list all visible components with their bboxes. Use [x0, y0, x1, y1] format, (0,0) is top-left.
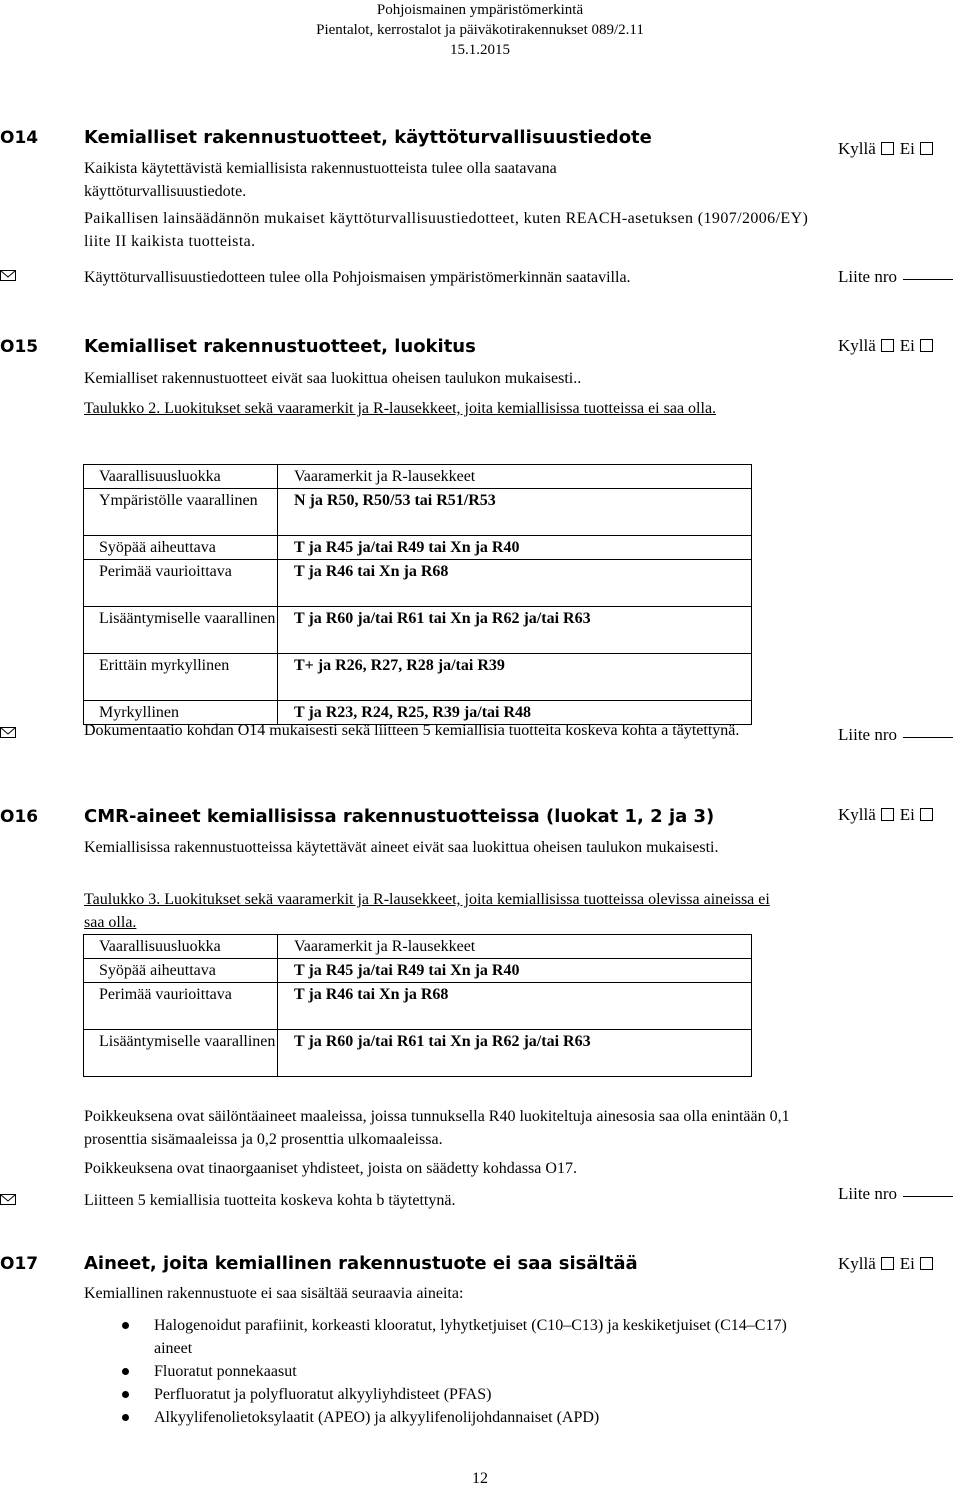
header-title: Pohjoismainen ympäristömerkintä [376, 2, 584, 18]
yes-label: Kyllä [838, 1254, 876, 1273]
envelope-icon [0, 1192, 16, 1206]
yes-checkbox[interactable] [881, 339, 894, 352]
o14-paragraph-1: Kaikista käytettävistä kemiallisista rakennustuotteista tulee olla saatavana käyttöturvallisuustiedote. [84, 160, 557, 200]
o16-documentation: Liitteen 5 kemiallisia tuotteita koskeva kohta b täytettynä. [84, 1192, 456, 1209]
attachment-blank[interactable] [903, 279, 953, 280]
o14-code: O14 [0, 128, 39, 148]
o15-documentation: Dokumentaatio kohdan O14 mukaisesti sekä liitteen 5 kemiallisia tuotteita koskeva kohta a täytettynä. [84, 722, 740, 739]
table-cell-labels: T ja R23, R24, R25, R39 ja/tai R48 [278, 701, 752, 725]
yes-label: Kyllä [838, 805, 876, 824]
attachment-label: Liite nro [838, 725, 898, 744]
list-item: Perfluoratut ja polyfluoratut alkyyliyhdisteet (PFAS) [84, 1383, 814, 1406]
header-subtitle: Pientalot, kerrostalot ja päiväkotirakennukset 089/2.11 [316, 22, 644, 38]
yes-checkbox[interactable] [881, 1257, 894, 1270]
table-cell-labels: T ja R60 ja/tai R61 tai Xn ja R62 ja/tai R63 [278, 607, 752, 654]
o16-paragraph-2: Poikkeuksena ovat säilöntäaineet maaleissa, joissa tunnuksella R40 luokiteltuja ainesosia saa olla enintään 0,1 prosenttia sisämaaleissa ja 0,2 prosenttia ulkomaaleissa. [84, 1108, 790, 1148]
o15-classification-table [83, 464, 752, 725]
no-checkbox[interactable] [920, 339, 933, 352]
o17-code: O17 [0, 1254, 39, 1274]
header-date: 15.1.2015 [450, 42, 510, 58]
table-cell-class: Erittäin myrkyllinen [84, 654, 278, 701]
attachment-label: Liite nro [838, 267, 898, 286]
no-checkbox[interactable] [920, 808, 933, 821]
envelope-icon [0, 725, 16, 739]
o14-attachment-field[interactable] [838, 267, 953, 287]
table-cell-labels: T ja R46 tai Xn ja R68 [278, 560, 752, 607]
o16-cmr-table [83, 934, 752, 1077]
table-header-class: Vaarallisuusluokka [84, 465, 278, 489]
table-cell-class: Lisääntymiselle vaarallinen [84, 1030, 278, 1077]
o16-yes-no [838, 805, 939, 825]
table-cell-labels: T+ ja R26, R27, R28 ja/tai R39 [278, 654, 752, 701]
table-cell-class: Syöpää aiheuttava [84, 536, 278, 560]
table-cell-class: Lisääntymiselle vaarallinen [84, 607, 278, 654]
page-number: 12 [472, 1470, 488, 1487]
o16-paragraph-3: Poikkeuksena ovat tinaorgaaniset yhdisteet, joista on säädetty kohdassa O17. [84, 1160, 577, 1177]
o15-yes-no [838, 336, 939, 356]
no-label: Ei [899, 1254, 915, 1273]
o17-title: Aineet, joita kemiallinen rakennustuote ei saa sisältää [84, 1253, 638, 1274]
table-cell-labels: T ja R46 tai Xn ja R68 [278, 983, 752, 1030]
yes-checkbox[interactable] [881, 808, 894, 821]
o15-table-caption: Taulukko 2. Luokitukset sekä vaaramerkit ja R-lausekkeet, joita kemiallisissa tuotteissa ei saa olla. [84, 400, 717, 417]
o16-title: CMR-aineet kemiallisissa rakennustuotteissa (luokat 1, 2 ja 3) [84, 806, 715, 827]
o17-paragraph-1: Kemiallinen rakennustuote ei saa sisältää seuraavia aineita: [84, 1285, 464, 1302]
o16-table-caption: Taulukko 3. Luokitukset sekä vaaramerkit ja R-lausekkeet, joita kemiallisissa tuotteissa olevissa aineissa ei saa olla. [84, 891, 770, 931]
o14-documentation: Käyttöturvallisuustiedotteen tulee olla Pohjoismaisen ympäristömerkinnän saatavilla. [84, 269, 631, 286]
table-cell-class: Syöpää aiheuttava [84, 959, 278, 983]
o17-substance-list [84, 1314, 814, 1429]
no-label: Ei [899, 805, 915, 824]
yes-label: Kyllä [838, 139, 876, 158]
attachment-blank[interactable] [903, 737, 953, 738]
o17-yes-no [838, 1254, 939, 1274]
attachment-label: Liite nro [838, 1184, 898, 1203]
table-cell-class: Perimää vaurioittava [84, 560, 278, 607]
table-cell-labels: T ja R45 ja/tai R49 tai Xn ja R40 [278, 959, 752, 983]
o15-attachment-field[interactable] [838, 725, 953, 745]
table-cell-labels: T ja R60 ja/tai R61 tai Xn ja R62 ja/tai R63 [278, 1030, 752, 1077]
yes-label: Kyllä [838, 336, 876, 355]
table-cell-class: Myrkyllinen [84, 701, 278, 725]
o15-paragraph-1: Kemialliset rakennustuotteet eivät saa luokittua oheisen taulukon mukaisesti.. [84, 370, 582, 387]
o15-title: Kemialliset rakennustuotteet, luokitus [84, 336, 476, 357]
table-header-labels: Vaaramerkit ja R-lausekkeet [278, 935, 752, 959]
list-item: Halogenoidut parafiinit, korkeasti klooratut, lyhytketjuiset (C10–C13) ja keskiketjuiset (C14–C17) aineet [84, 1314, 814, 1360]
table-cell-class: Perimää vaurioittava [84, 983, 278, 1030]
table-header-class: Vaarallisuusluokka [84, 935, 278, 959]
o16-paragraph-1: Kemiallisissa rakennustuotteissa käytettävät aineet eivät saa luokittua oheisen taulukon mukaisesti. [84, 839, 719, 856]
o15-code: O15 [0, 337, 39, 357]
table-cell-labels: N ja R50, R50/53 tai R51/R53 [278, 489, 752, 536]
list-item: Alkyylifenolietoksylaatit (APEO) ja alkyylifenolijohdannaiset (APD) [84, 1406, 814, 1429]
table-cell-class: Ympäristölle vaarallinen [84, 489, 278, 536]
o14-paragraph-2: Paikallisen lainsäädännön mukaiset käyttöturvallisuustiedotteet, kuten REACH-asetuksen (1907/2006/EY) liite II kaikista tuotteista. [84, 210, 809, 250]
no-label: Ei [899, 139, 915, 158]
yes-checkbox[interactable] [881, 142, 894, 155]
table-cell-labels: T ja R45 ja/tai R49 tai Xn ja R40 [278, 536, 752, 560]
no-checkbox[interactable] [920, 142, 933, 155]
no-checkbox[interactable] [920, 1257, 933, 1270]
table-header-labels: Vaaramerkit ja R-lausekkeet [278, 465, 752, 489]
list-item: Fluoratut ponnekaasut [84, 1360, 814, 1383]
o16-attachment-field[interactable] [838, 1184, 953, 1204]
no-label: Ei [899, 336, 915, 355]
attachment-blank[interactable] [903, 1196, 953, 1197]
o16-code: O16 [0, 807, 39, 827]
o14-yes-no [838, 139, 939, 159]
envelope-icon [0, 268, 16, 282]
o14-title: Kemialliset rakennustuotteet, käyttöturvallisuustiedote [84, 127, 652, 148]
